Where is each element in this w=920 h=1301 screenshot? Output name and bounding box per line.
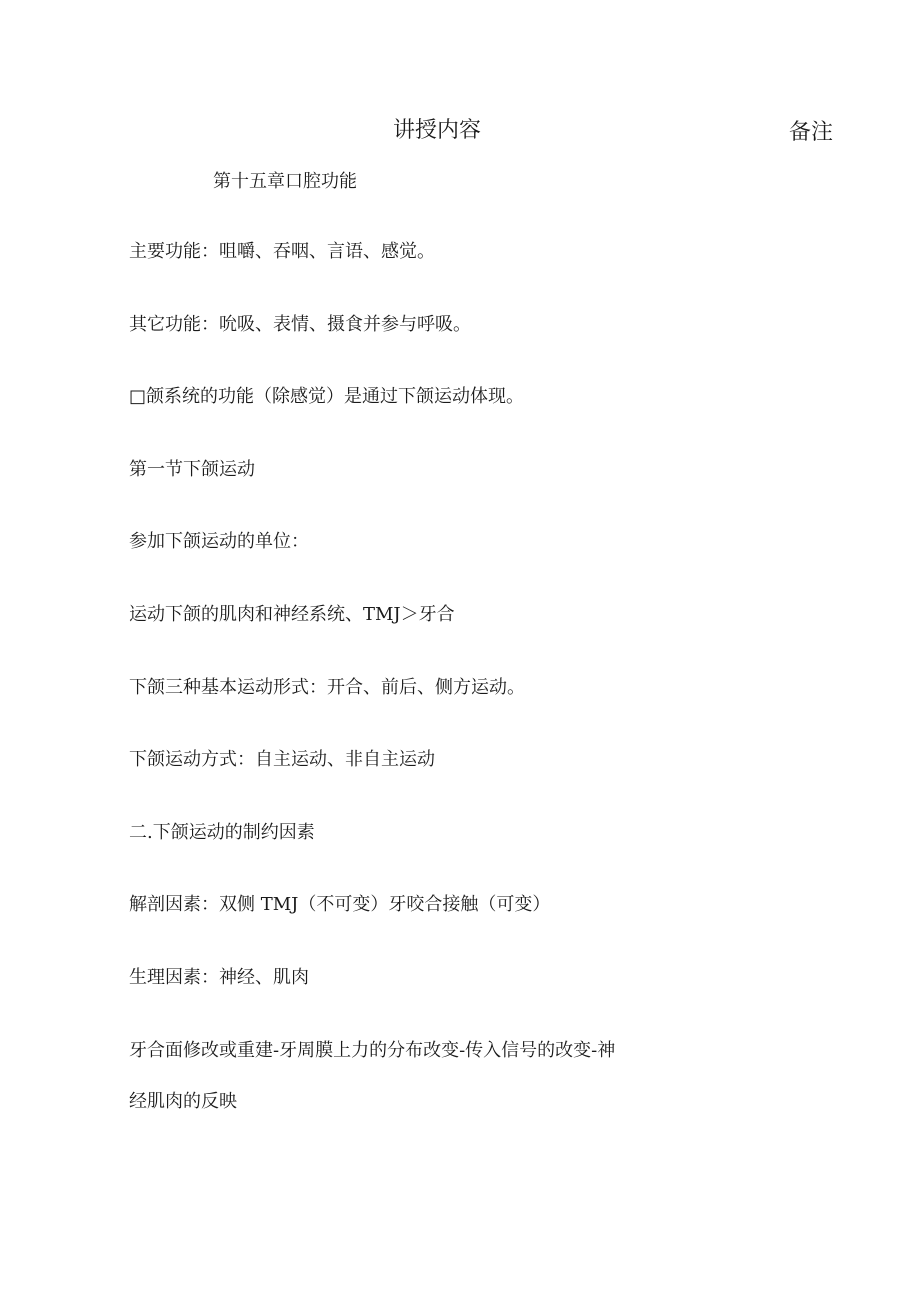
content-line: 运动下颌的肌肉和神经系统、TMJ＞牙合 bbox=[129, 603, 455, 625]
content-line: 其它功能：吮吸、表情、摄食并参与呼吸。 bbox=[129, 313, 471, 335]
section-heading: 第一节下颌运动 bbox=[129, 458, 255, 480]
content-lines bbox=[129, 240, 709, 1162]
content-line: 解剖因素：双侧 TMJ（不可变）牙咬合接触（可变） bbox=[129, 894, 551, 916]
content-line: □颌系统的功能（除感觉）是通过下颌运动体现。 bbox=[129, 386, 525, 408]
subsection-heading: 二.下颌运动的制约因素 bbox=[129, 821, 315, 843]
chapter-title: 第十五章口腔功能 bbox=[213, 171, 357, 192]
lecture-content-header: 讲授内容 bbox=[393, 118, 482, 143]
content-line: 主要功能：咀嚼、吞咽、言语、感觉。 bbox=[129, 241, 435, 262]
content-line-continuation: 经肌肉的反映 bbox=[129, 1090, 237, 1112]
content-line: 下颌三种基本运动形式：开合、前后、侧方运动。 bbox=[129, 676, 525, 698]
content-line: 牙合面修改或重建-牙周膜上力的分布改变-传入信号的改变-神 bbox=[129, 1039, 616, 1061]
content-line: 下颌运动方式：自主运动、非自主运动 bbox=[129, 749, 435, 771]
content-line: 参加下颌运动的单位： bbox=[129, 531, 309, 553]
notes-header: 备注 bbox=[789, 120, 834, 145]
content-line: 生理因素：神经、肌肉 bbox=[129, 966, 309, 988]
